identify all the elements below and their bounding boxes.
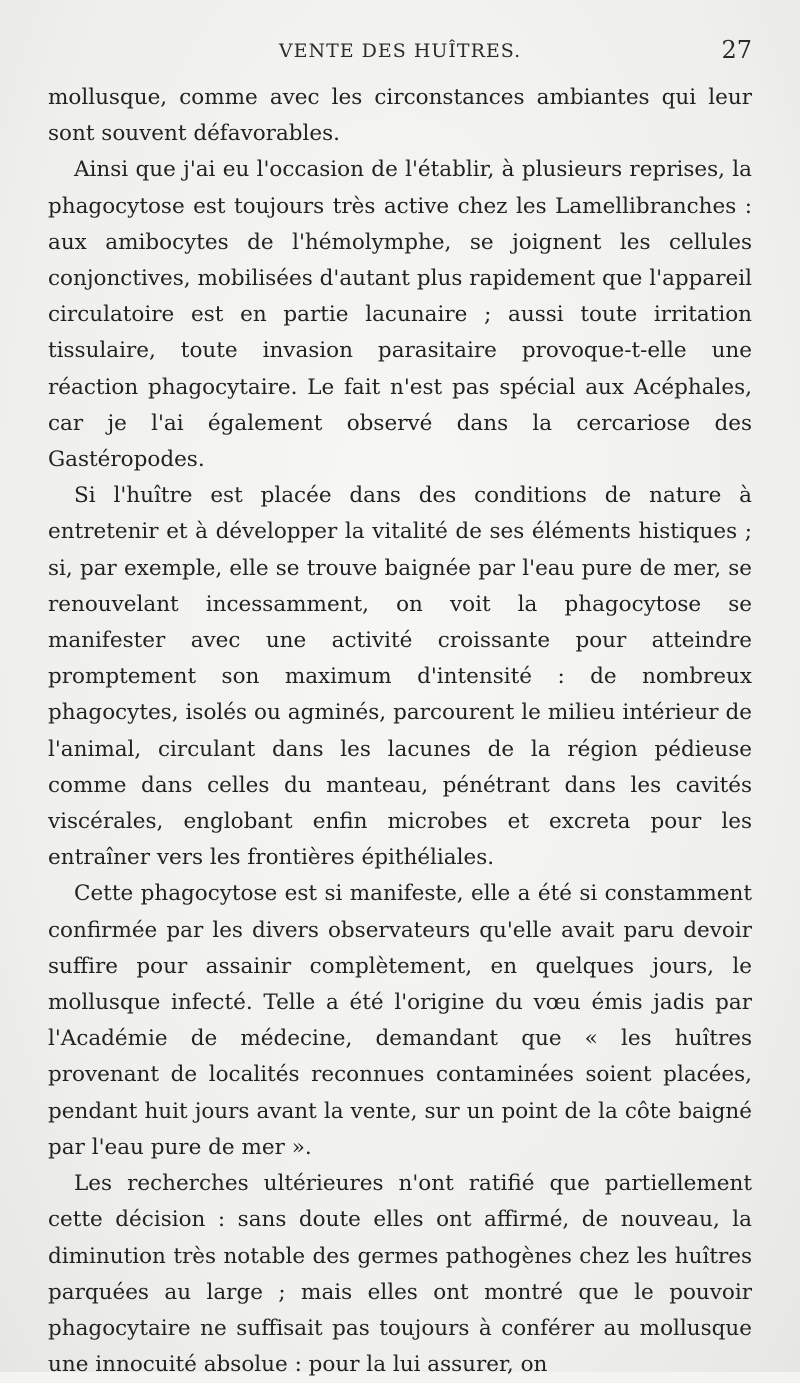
paragraph: Les recherches ultérieures n'ont ratifié que partiellement cette décision : sans doute elles ont affirmé, de nouveau, la diminution très notable des germes pathogènes chez les huîtres parquées au large ; mais elles ont montré que le pouvoir phagocytaire ne suffisait pas toujours à conférer au mollusque une innocuité absolue : pour la lui assurer, on <box>48 1171 752 1378</box>
page-number: 27 <box>721 36 752 64</box>
body-text <box>48 80 752 1383</box>
paragraph: Ainsi que j'ai eu l'occasion de l'établir, à plusieurs reprises, la phagocytose est toujours très active chez les Lamellibranches : aux amibocytes de l'hémolymphe, se joignent les cellules conjonctives, mobilisées d'autant plus rapidement que l'appareil circulatoire est en partie lacunaire ; aussi toute irritation tissulaire, toute invasion parasitaire provoque-t-elle une réaction phagocytaire. Le fait n'est pas spécial aux Acéphales, car je l'ai également observé dans la cercariose des Gastéropodes. <box>48 157 752 473</box>
paragraph-continuation: mollusque, comme avec les circonstances ambiantes qui leur sont souvent défavorables. <box>48 85 752 147</box>
paragraph: Cette phagocytose est si manifeste, elle a été si constamment confirmée par les divers observateurs qu'elle avait paru devoir suffire pour assainir complètement, en quelques jours, le mollusque infecté. Telle a été l'origine du vœu émis jadis par l'Académie de médecine, demandant que « les huîtres provenant de localités reconnues contaminées soient placées, pendant huit jours avant la vente, sur un point de la côte baigné par l'eau pure de mer ». <box>48 881 752 1160</box>
running-head: VENTE DES HUÎTRES. <box>278 40 522 62</box>
page-header <box>48 36 752 72</box>
paragraph: Si l'huître est placée dans des conditions de nature à entretenir et à développer la vitalité de ses éléments histiques ; si, par exemple, elle se trouve baignée par l'eau pure de mer, se renouvelant incessamment, on voit la phagocytose se manifester avec une activité croissante pour atteindre promptement son maximum d'intensité : de nombreux phagocytes, isolés ou agminés, parcourent le milieu intérieur de l'animal, circulant dans les lacunes de la région pédieuse comme dans celles du manteau, pénétrant dans les cavités viscérales, englobant enfin microbes et excreta pour les entraîner vers les frontières épithéliales. <box>48 483 752 871</box>
